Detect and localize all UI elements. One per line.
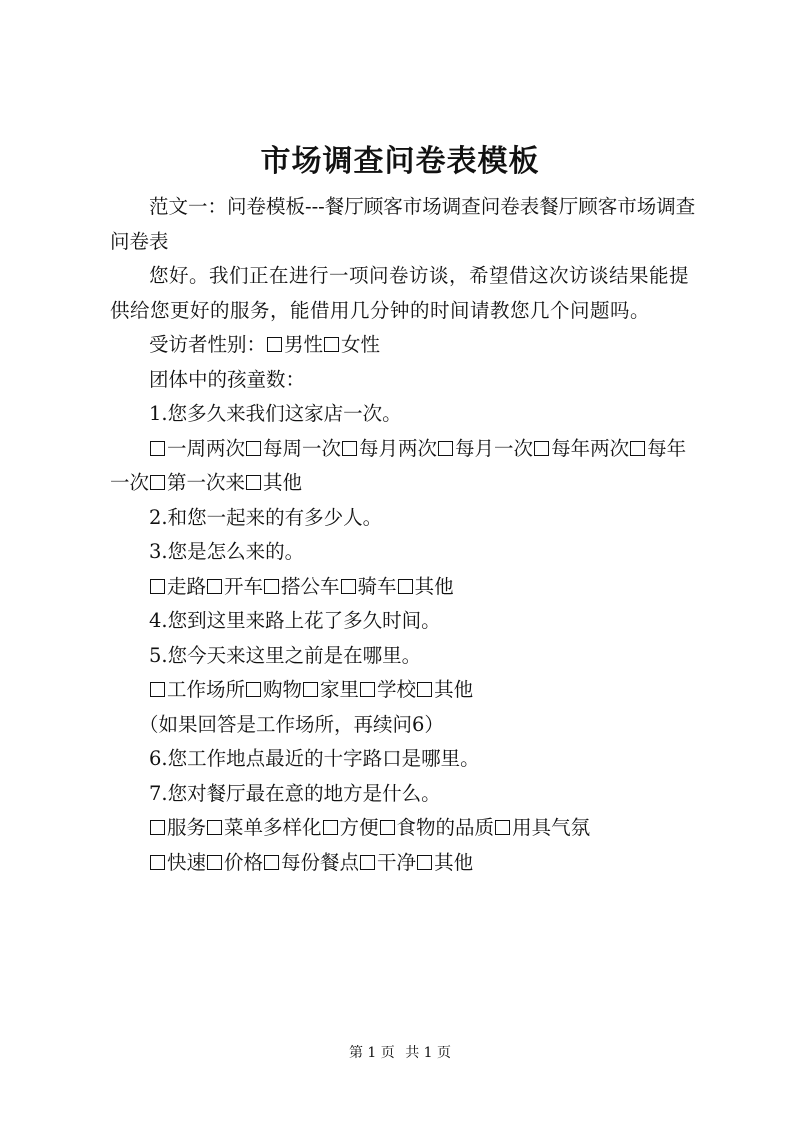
option-label: 菜单多样化: [224, 816, 322, 839]
option-label: 女性: [341, 333, 381, 356]
option-care-line2: [149, 851, 206, 874]
checkbox-icon[interactable]: [438, 441, 453, 456]
option-label: 一周两次: [167, 436, 246, 460]
checkbox-icon[interactable]: [380, 820, 395, 835]
option-care-line1: [379, 816, 495, 839]
option-location: [359, 678, 416, 701]
option-gender: [323, 333, 380, 356]
checkbox-icon[interactable]: [360, 682, 375, 697]
checkbox-icon[interactable]: [323, 820, 338, 835]
checkbox-icon[interactable]: [150, 820, 165, 835]
page-footer: [0, 1043, 800, 1063]
option-label: 方便: [339, 816, 379, 839]
option-transport: [397, 575, 454, 598]
option-label: 其他: [414, 574, 454, 598]
option-frequency: [149, 471, 245, 494]
option-label: 家里: [320, 678, 360, 701]
option-care-line1: [206, 816, 322, 839]
option-care-line2: [263, 851, 359, 874]
option-label: 第一次来: [167, 471, 246, 494]
option-label: 干净: [377, 850, 417, 874]
question-1: 1.您多久来我们这家店一次。: [149, 402, 402, 425]
option-transport: [340, 575, 397, 598]
option-label: 每年两次: [551, 436, 630, 460]
option-location: [149, 678, 245, 701]
checkbox-icon[interactable]: [150, 855, 165, 870]
option-label: 每年一次: [110, 436, 687, 494]
checkbox-icon[interactable]: [417, 855, 432, 870]
transport-options: [110, 570, 700, 605]
checkbox-icon[interactable]: [342, 441, 357, 456]
checkbox-icon[interactable]: [630, 441, 645, 456]
option-care-line1: [149, 816, 206, 839]
option-label: 每月两次: [359, 436, 438, 460]
checkbox-icon[interactable]: [246, 441, 261, 456]
checkbox-icon[interactable]: [207, 855, 222, 870]
option-label: 开车: [224, 574, 264, 598]
option-label: 搭公车: [281, 574, 340, 598]
checkbox-icon[interactable]: [495, 820, 510, 835]
option-care-line1: [322, 816, 379, 839]
page-total: 共 1 页: [405, 1045, 452, 1061]
question-5: 5.您今天来这里之前是在哪里。: [149, 643, 422, 667]
checkbox-icon[interactable]: [398, 579, 413, 594]
option-label: 购物: [263, 678, 303, 701]
option-label: 用具气氛: [512, 816, 591, 839]
checkbox-icon[interactable]: [360, 855, 375, 870]
option-transport: [149, 575, 206, 598]
option-label: 价格: [224, 850, 264, 874]
option-label: 骑车: [357, 574, 397, 598]
checkbox-icon[interactable]: [303, 682, 318, 697]
checkbox-icon[interactable]: [150, 682, 165, 697]
option-label: 男性: [284, 333, 324, 356]
checkbox-icon[interactable]: [246, 682, 261, 697]
option-label: 其他: [263, 471, 303, 494]
option-label: 每月一次: [455, 436, 534, 460]
document-title: 市场调查问卷表模板: [260, 144, 540, 179]
option-location: [302, 678, 359, 701]
option-care-line2: [416, 851, 473, 874]
checkbox-icon[interactable]: [264, 855, 279, 870]
question-2: 2.和您一起来的有多少人。: [149, 505, 383, 529]
option-label: 走路: [167, 574, 207, 598]
question-5-note: （如果回答是工作场所，再续问6）: [139, 712, 444, 736]
question-4: 4.您到这里来路上花了多久时间。: [149, 609, 441, 632]
checkbox-icon[interactable]: [150, 579, 165, 594]
option-label: 每份餐点: [281, 850, 360, 874]
question-6: 6.您工作地点最近的十字路口是哪里。: [149, 747, 480, 770]
checkbox-icon[interactable]: [267, 337, 282, 352]
children-count-question: 团体中的孩童数：: [149, 367, 306, 391]
checkbox-icon[interactable]: [534, 441, 549, 456]
checkbox-icon[interactable]: [207, 820, 222, 835]
option-label: 每周一次: [263, 436, 342, 460]
frequency-options: [110, 432, 700, 501]
page-number: 第 1 页: [348, 1045, 395, 1061]
option-label: 食物的品质: [396, 816, 495, 839]
option-frequency: [245, 437, 341, 460]
option-label: 工作场所: [167, 678, 246, 701]
gender-label: 受访者性别：: [149, 333, 267, 356]
option-care-line1: [494, 816, 590, 839]
option-location: [416, 678, 473, 701]
option-frequency: [245, 471, 302, 494]
option-transport: [206, 575, 263, 598]
care-options-line-2: [110, 846, 700, 881]
option-label: 学校: [377, 678, 417, 701]
checkbox-icon[interactable]: [264, 579, 279, 594]
checkbox-icon[interactable]: [246, 475, 261, 490]
question-3: 3.您是怎么来的。: [149, 540, 305, 563]
checkbox-icon[interactable]: [150, 441, 165, 456]
option-frequency: [533, 437, 629, 460]
option-location: [245, 678, 302, 701]
gender-question: [110, 328, 700, 363]
checkbox-icon[interactable]: [417, 682, 432, 697]
checkbox-icon[interactable]: [324, 337, 339, 352]
document-body: [110, 190, 700, 880]
option-frequency: [341, 437, 437, 460]
option-gender: [266, 333, 323, 356]
option-label: 快速: [167, 850, 207, 874]
option-frequency: [149, 437, 245, 460]
option-label: 其他: [434, 678, 474, 701]
checkbox-icon[interactable]: [207, 579, 222, 594]
checkbox-icon[interactable]: [341, 579, 356, 594]
option-care-line2: [206, 851, 263, 874]
option-care-line2: [359, 851, 416, 874]
question-7: 7.您对餐厅最在意的地方是什么。: [149, 781, 441, 805]
care-options-line-1: [110, 811, 700, 846]
gender-options: [266, 333, 380, 356]
option-transport: [263, 575, 340, 598]
intro-paragraph: 范文一：问卷模板---餐厅顾客市场调查问卷表餐厅顾客市场调查问卷表: [110, 195, 696, 253]
option-label: 服务: [167, 816, 207, 839]
greeting-paragraph: 您好。我们正在进行一项问卷访谈，希望借这次访谈结果能提供给您更好的服务，能借用几分钟的时间请教您几个问题吗。: [110, 264, 690, 322]
checkbox-icon[interactable]: [150, 475, 165, 490]
option-label: 其他: [434, 850, 474, 874]
option-frequency: [437, 437, 533, 460]
location-options: [110, 673, 700, 708]
